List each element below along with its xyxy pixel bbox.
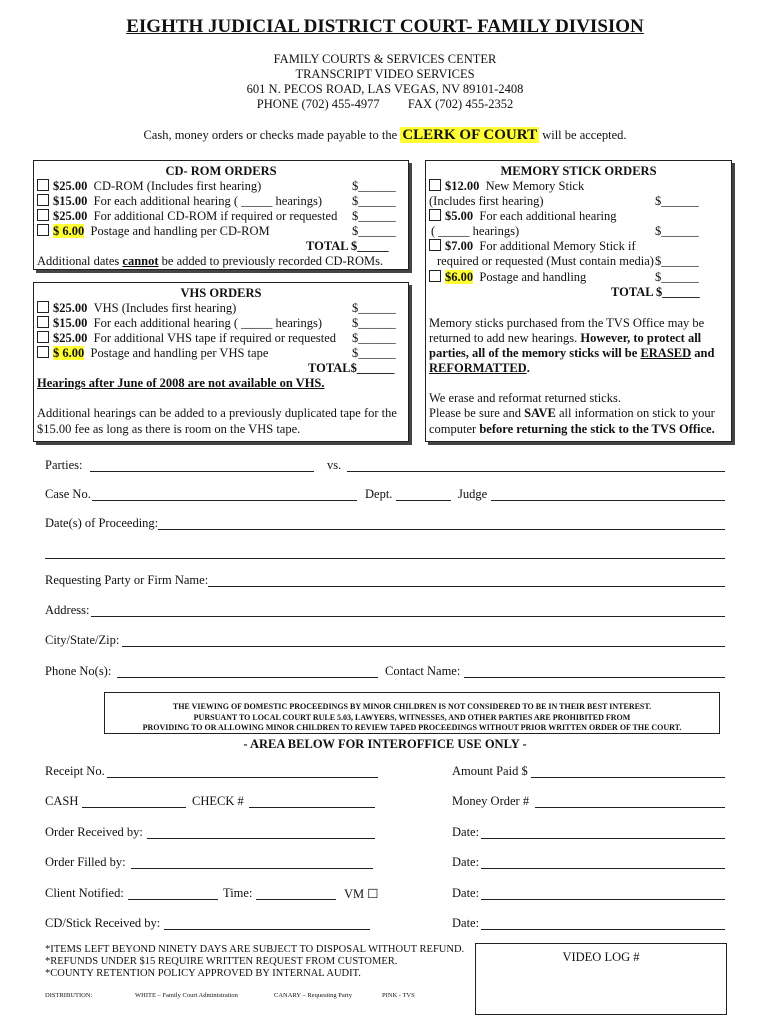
order-received-label: Order Received by: — [45, 825, 143, 839]
header-fax: FAX (702) 455-2352 — [407, 97, 514, 111]
memory-line-4: ( _____ hearings) — [431, 224, 520, 238]
payment-note-post: will be accepted. — [542, 128, 627, 142]
memory-p2c — [429, 422, 715, 437]
memory-item-amount: $12.00 — [445, 179, 480, 193]
memory-p1c-text: parties, all of the memory sticks will be — [429, 346, 641, 360]
order-filled-label: Order Filled by: — [45, 855, 126, 869]
address-input[interactable] — [91, 616, 725, 617]
cdrom-item-amount: $ 6.00 — [53, 224, 85, 238]
checkbox[interactable] — [37, 316, 49, 328]
checkbox[interactable] — [37, 346, 49, 358]
footer-note-3: *COUNTY RETENTION POLICY APPROVED BY INTERNAL AUDIT. — [45, 968, 361, 979]
checkbox[interactable] — [37, 194, 49, 206]
vhs-item-amount: $15.00 — [53, 316, 88, 330]
time-input[interactable] — [256, 899, 336, 900]
cdrom-item-amount: $15.00 — [53, 194, 88, 208]
notice-line-1: THE VIEWING OF DOMESTIC PROCEEDINGS BY MINOR CHILDREN IS NOT CONSIDERED TO BE IN THEIR BEST INTEREST. — [172, 702, 652, 711]
checkbox[interactable] — [37, 331, 49, 343]
distribution-canary: CANARY – Requesting Party — [274, 992, 352, 999]
cdrom-item-desc: For additional CD-ROM if required or requested — [93, 209, 338, 223]
distribution-white: WHITE – Family Court Administration — [135, 992, 238, 999]
client-notified-input[interactable] — [128, 899, 218, 900]
date-input-3[interactable] — [481, 899, 725, 900]
vhs-note-2b: $15.00 fee as long as there is room on the VHS tape. — [37, 422, 301, 436]
amount-paid-label: Amount Paid $ — [452, 764, 528, 778]
order-received-input[interactable] — [147, 838, 375, 839]
memory-p1c — [429, 346, 714, 361]
checkbox[interactable] — [37, 179, 49, 191]
date-input-4[interactable] — [481, 929, 725, 930]
judge-label: Judge — [458, 487, 488, 501]
vhs-orders-box — [33, 282, 409, 442]
cdrom-note-pre: Additional dates — [37, 254, 123, 268]
checkbox[interactable] — [429, 239, 441, 251]
cash-input[interactable] — [82, 807, 186, 808]
memory-line-2: (Includes first hearing) — [429, 194, 544, 208]
header-line-2: TRANSCRIPT VIDEO SERVICES — [295, 67, 475, 81]
footer-note-1: *ITEMS LEFT BEYOND NINETY DAYS ARE SUBJECT TO DISPOSAL WITHOUT REFUND. — [45, 944, 465, 955]
memory-p1c-and: and — [691, 346, 715, 360]
date-label-4: Date: — [452, 916, 480, 930]
cdrom-total[interactable]: TOTAL $_____ — [306, 239, 389, 253]
phone-label: Phone No(s): — [45, 664, 112, 678]
cdrom-item-2[interactable] — [37, 194, 322, 209]
address-label: Address: — [45, 603, 90, 617]
cd-received-label: CD/Stick Received by: — [45, 916, 161, 930]
vhs-item-3[interactable] — [37, 331, 336, 346]
memory-p2a: We erase and reformat returned sticks. — [429, 391, 621, 405]
memory-p2b — [429, 406, 715, 421]
cdrom-item-4[interactable] — [37, 224, 270, 239]
vhs-item-blank[interactable]: $______ — [352, 316, 396, 330]
cd-received-input[interactable] — [164, 929, 370, 930]
requesting-input[interactable] — [208, 586, 725, 587]
checkbox[interactable] — [37, 224, 49, 236]
order-filled-input[interactable] — [131, 868, 373, 869]
header-address: 601 N. PECOS ROAD, LAS VEGAS, NV 89101-2408 — [246, 82, 524, 96]
vhs-total[interactable]: TOTAL$______ — [308, 361, 395, 375]
cdrom-item-desc: CD-ROM (Includes first hearing) — [93, 179, 262, 193]
parties-input-2[interactable] — [347, 471, 725, 472]
date-input-1[interactable] — [481, 838, 725, 839]
cdrom-item-blank[interactable]: $______ — [352, 179, 396, 193]
vhs-item-desc: VHS (Includes first hearing) — [93, 301, 237, 315]
vhs-item-amount: $ 6.00 — [53, 346, 85, 360]
dates-input-line-2[interactable] — [45, 558, 725, 559]
time-label: Time: — [223, 886, 253, 900]
vm-checkbox[interactable]: VM ☐ — [344, 887, 379, 901]
vhs-note-2a: Additional hearings can be added to a previously duplicated tape for the — [37, 406, 397, 420]
memory-stick-orders-box — [425, 160, 732, 442]
memory-total[interactable]: TOTAL $______ — [611, 285, 700, 299]
notice-line-2: PURSUANT TO LOCAL COURT RULE 5.03, LAWYERS, WITNESSES, AND OTHER PARTIES ARE PROHIBITED FROM — [193, 713, 631, 722]
case-no-label: Case No. — [45, 487, 91, 501]
date-label-3: Date: — [452, 886, 480, 900]
memory-item-desc: For each additional hearing — [479, 209, 617, 223]
memory-item-1[interactable] — [429, 179, 584, 194]
memory-heading: MEMORY STICK ORDERS — [500, 164, 657, 178]
dept-input[interactable] — [396, 500, 451, 501]
cdrom-item-amount: $25.00 — [53, 209, 88, 223]
vhs-item-blank[interactable]: $______ — [352, 301, 396, 315]
parties-input-1[interactable] — [90, 471, 314, 472]
city-label: City/State/Zip: — [45, 633, 120, 647]
memory-item-amount: $6.00 — [445, 270, 474, 284]
receipt-label: Receipt No. — [45, 764, 105, 778]
cdrom-item-3[interactable] — [37, 209, 337, 224]
memory-blank-4[interactable]: $______ — [655, 270, 699, 284]
memory-blank-1[interactable]: $______ — [655, 194, 699, 208]
case-no-input[interactable] — [92, 500, 357, 501]
memory-item-4[interactable] — [429, 270, 586, 285]
parties-label: Parties: — [45, 458, 83, 472]
vhs-item-desc: For each additional hearing ( _____ hearings) — [93, 316, 323, 330]
date-label-1: Date: — [452, 825, 480, 839]
memory-p1d: REFORMATTED. — [429, 361, 530, 375]
vs-label: vs. — [327, 458, 342, 472]
contact-input[interactable] — [464, 677, 725, 678]
vhs-item-amount: $25.00 — [53, 331, 88, 345]
cdrom-heading: CD- ROM ORDERS — [165, 164, 277, 178]
payment-note — [0, 127, 770, 144]
memory-item-desc: For additional Memory Stick if — [479, 239, 636, 253]
memory-line-6: required or requested (Must contain media) — [437, 254, 654, 268]
client-notified-label: Client Notified: — [45, 886, 124, 900]
memory-p2b-post: all information on stick to your — [555, 406, 715, 420]
vhs-item-4[interactable] — [37, 346, 268, 361]
memory-p2c-bold: before returning the stick to the TVS Office. — [479, 422, 715, 436]
vhs-note-june-2008: Hearings after June of 2008 are not available on VHS. — [37, 376, 325, 390]
money-order-input[interactable] — [535, 807, 725, 808]
vhs-item-1[interactable] — [37, 301, 236, 316]
check-input[interactable] — [249, 807, 375, 808]
payment-note-pre: Cash, money orders or checks made payable to the — [143, 128, 398, 142]
money-order-label: Money Order # — [452, 794, 530, 808]
cdrom-item-1[interactable] — [37, 179, 261, 194]
memory-item-desc: New Memory Stick — [485, 179, 585, 193]
vhs-item-2[interactable] — [37, 316, 322, 331]
checkbox[interactable] — [429, 270, 441, 282]
cash-label: CASH — [45, 794, 79, 808]
vhs-item-desc: Postage and handling per VHS tape — [90, 346, 269, 360]
header-line-1: FAMILY COURTS & SERVICES CENTER — [273, 52, 497, 66]
cdrom-orders-box — [33, 160, 409, 270]
vhs-heading: VHS ORDERS — [180, 286, 262, 300]
distribution-label: DISTRIBUTION: — [45, 992, 93, 999]
checkbox[interactable] — [429, 209, 441, 221]
video-log-label: VIDEO LOG # — [562, 950, 640, 964]
memory-p1b-bold: However, to protect all — [580, 331, 702, 345]
memory-p1b — [429, 331, 701, 346]
judge-input[interactable] — [491, 500, 725, 501]
cdrom-note-cannot: cannot — [122, 254, 159, 268]
cdrom-note — [37, 254, 383, 269]
date-label-2: Date: — [452, 855, 480, 869]
cdrom-note-post: be added to previously recorded CD-ROMs. — [158, 254, 384, 268]
minor-children-notice — [104, 692, 720, 734]
memory-p1a: Memory sticks purchased from the TVS Office may be — [429, 316, 705, 330]
dates-input[interactable] — [158, 529, 725, 530]
header-phone-fax — [0, 97, 770, 112]
checkbox[interactable] — [429, 179, 441, 191]
date-input-2[interactable] — [481, 868, 725, 869]
amount-paid-input[interactable] — [531, 777, 725, 778]
memory-item-desc: Postage and handling — [479, 270, 587, 284]
cdrom-item-desc: Postage and handling per CD-ROM — [90, 224, 270, 238]
cdrom-item-desc: For each additional hearing ( _____ hearings) — [93, 194, 323, 208]
memory-item-2[interactable] — [429, 209, 616, 224]
notice-line-3: PROVIDING TO OR ALLOWING MINOR CHILDREN TO REVIEW TAPED PROCEEDINGS WITHOUT PRIOR WRITTEN ORDER OF THE COURT. — [142, 723, 682, 732]
cdrom-item-amount: $25.00 — [53, 179, 88, 193]
checkbox[interactable] — [37, 209, 49, 221]
receipt-input[interactable] — [107, 777, 378, 778]
memory-reformatted: REFORMATTED — [429, 361, 527, 375]
video-log-box[interactable] — [475, 943, 727, 1015]
contact-label: Contact Name: — [385, 664, 461, 678]
page-title: EIGHTH JUDICIAL DISTRICT COURT- FAMILY DIVISION — [126, 16, 644, 37]
vhs-item-amount: $25.00 — [53, 301, 88, 315]
vhs-item-blank[interactable]: $______ — [352, 331, 396, 345]
distribution-pink: PINK - TVS — [382, 992, 415, 999]
dept-label: Dept. — [365, 487, 393, 501]
memory-blank-3[interactable]: $______ — [655, 254, 699, 268]
memory-erased: ERASED — [640, 346, 692, 360]
vhs-item-blank[interactable]: $______ — [352, 346, 396, 360]
vhs-item-desc: For additional VHS tape if required or requested — [93, 331, 337, 345]
memory-item-3[interactable] — [429, 239, 636, 254]
memory-blank-2[interactable]: $______ — [655, 224, 699, 238]
memory-item-amount: $5.00 — [445, 209, 474, 223]
dates-label: Date(s) of Proceeding: — [45, 516, 159, 530]
cdrom-item-blank[interactable]: $______ — [352, 209, 396, 223]
memory-p2b-pre: Please be sure and — [429, 406, 525, 420]
interoffice-heading: - AREA BELOW FOR INTEROFFICE USE ONLY - — [243, 737, 527, 751]
check-label: CHECK # — [192, 794, 244, 808]
memory-save: SAVE — [524, 406, 556, 420]
requesting-label: Requesting Party or Firm Name: — [45, 573, 209, 587]
cdrom-item-blank[interactable]: $______ — [352, 194, 396, 208]
memory-p2c-pre: computer — [429, 422, 480, 436]
cdrom-item-blank[interactable]: $______ — [352, 224, 396, 238]
memory-p1b-pre: returned to add new hearings. — [429, 331, 581, 345]
phone-input[interactable] — [117, 677, 378, 678]
checkbox[interactable] — [37, 301, 49, 313]
header-phone: PHONE (702) 455-4977 — [256, 97, 380, 111]
memory-item-amount: $7.00 — [445, 239, 474, 253]
footer-note-2: *REFUNDS UNDER $15 REQUIRE WRITTEN REQUEST FROM CUSTOMER. — [45, 956, 398, 967]
city-input[interactable] — [122, 646, 725, 647]
clerk-of-court-highlight: CLERK OF COURT — [402, 127, 538, 143]
